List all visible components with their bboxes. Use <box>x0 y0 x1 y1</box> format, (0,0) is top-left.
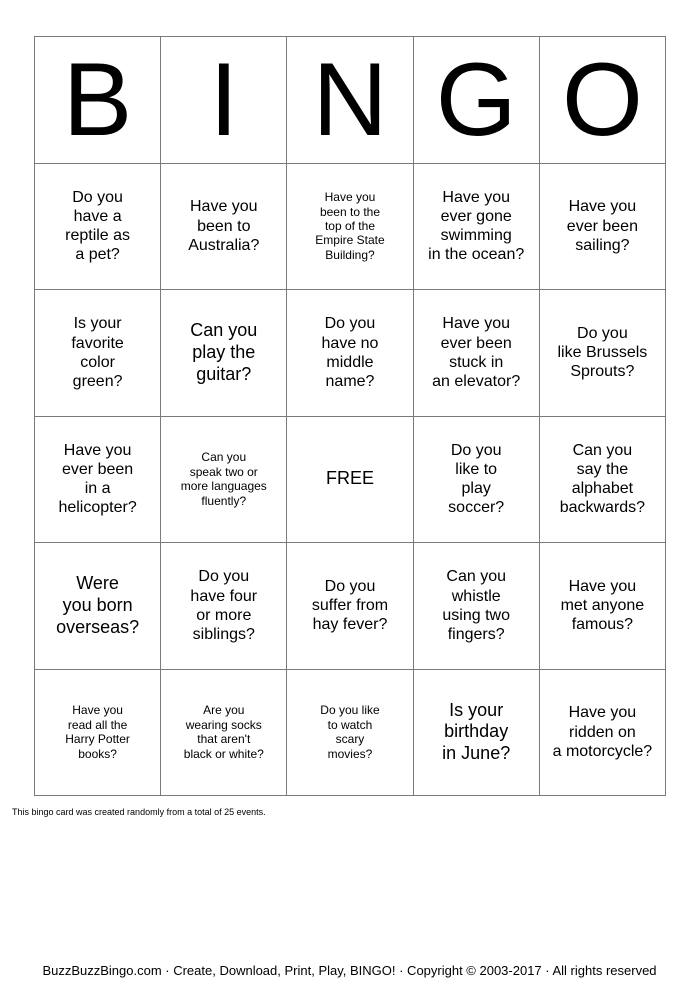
bingo-cell: Have you ridden on a motorcycle? <box>540 670 666 797</box>
free-space: FREE <box>287 417 413 544</box>
bingo-cell: Are you wearing socks that aren't black or white? <box>161 670 287 797</box>
bingo-cell: Have you ever been in a helicopter? <box>35 417 161 544</box>
header-letter-b: B <box>35 37 161 164</box>
bingo-cell: Have you ever been sailing? <box>540 164 666 291</box>
bingo-cell: Do you have four or more siblings? <box>161 543 287 670</box>
header-letter-i: I <box>161 37 287 164</box>
bingo-cell: Do you suffer from hay fever? <box>287 543 413 670</box>
bingo-cell: Do you have no middle name? <box>287 290 413 417</box>
bingo-cell: Is your birthday in June? <box>414 670 540 797</box>
header-letter-o: O <box>540 37 666 164</box>
bingo-cell: Do you like Brussels Sprouts? <box>540 290 666 417</box>
bingo-cell: Were you born overseas? <box>35 543 161 670</box>
bingo-cell: Have you ever gone swimming in the ocean? <box>414 164 540 291</box>
bingo-cell: Do you like to play soccer? <box>414 417 540 544</box>
bingo-cell: Have you been to Australia? <box>161 164 287 291</box>
bingo-cell: Have you met anyone famous? <box>540 543 666 670</box>
bingo-cell: Do you have a reptile as a pet? <box>35 164 161 291</box>
bingo-cell: Can you say the alphabet backwards? <box>540 417 666 544</box>
bingo-cell: Have you been to the top of the Empire State Building? <box>287 164 413 291</box>
bingo-cell: Can you play the guitar? <box>161 290 287 417</box>
header-letter-g: G <box>414 37 540 164</box>
header-letter-n: N <box>287 37 413 164</box>
bingo-cell: Can you whistle using two fingers? <box>414 543 540 670</box>
bingo-cell: Is your favorite color green? <box>35 290 161 417</box>
bingo-cell: Can you speak two or more languages fluently? <box>161 417 287 544</box>
bingo-card <box>34 36 666 796</box>
bingo-cell: Have you read all the Harry Potter books? <box>35 670 161 797</box>
bingo-cell: Have you ever been stuck in an elevator? <box>414 290 540 417</box>
bingo-cell: Do you like to watch scary movies? <box>287 670 413 797</box>
page-footer: BuzzBuzzBingo.com · Create, Download, Print, Play, BINGO! · Copyright © 2003-2017 · All rights reserved <box>42 963 657 978</box>
card-note: This bingo card was created randomly from a total of 25 events. <box>12 807 266 817</box>
